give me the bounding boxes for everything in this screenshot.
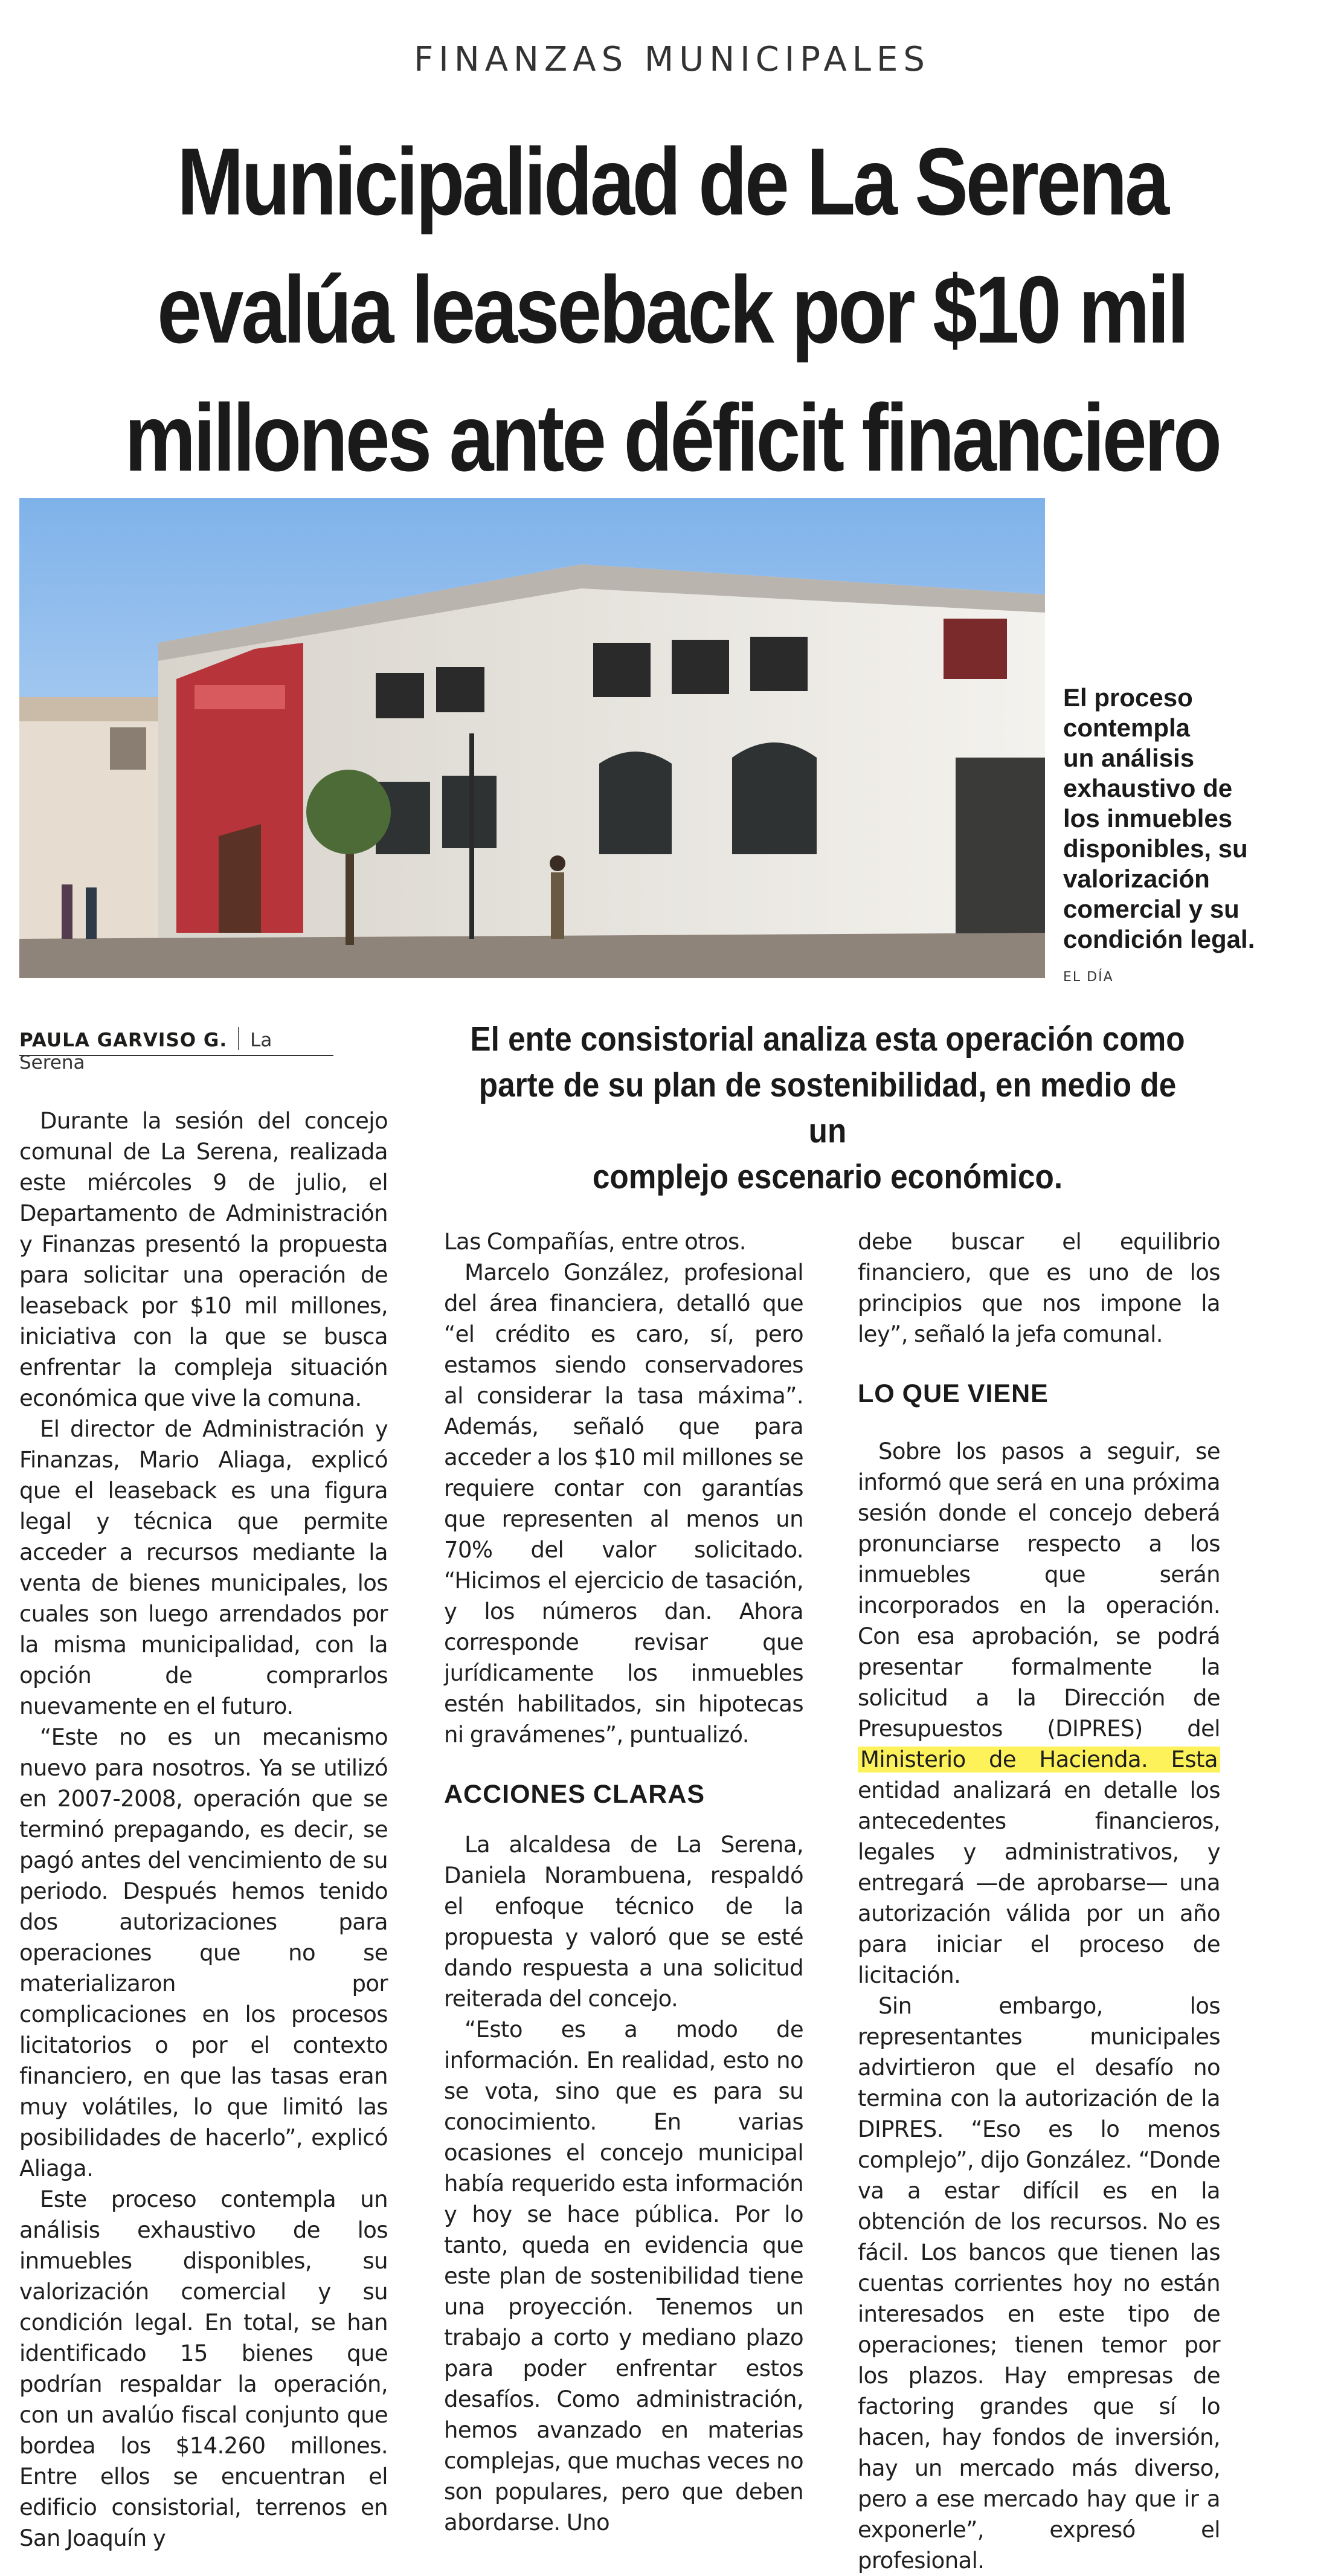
paragraph: Las Compañías, entre otros. xyxy=(444,1229,746,1255)
paragraph: “Esto es a modo de información. En realidad, esto no se vota, sino que es para su conocimiento. En varias ocasiones el concejo municipal había requerido esta información y hoy se hace pública. Por lo tanto, queda en evidencia que este plan de sostenibilidad tiene una proyección. Tenemos un trabajo a corto y mediano plazo para poder enfrentar estos desafíos. Como administración, hemos avanzado en materias complejas, que muchas veces no son populares, pero que deben abordarse. Uno xyxy=(444,2017,803,2536)
photo-credit: EL DÍA xyxy=(1063,970,1114,985)
lede-line: parte de su plan de sostenibilidad, en medio de un xyxy=(478,1066,1177,1150)
paragraph: Este proceso contempla un análisis exhaustivo de los inmuebles disponibles, su valorización comercial y su condición legal. En total, se han identificado 15 bienes que podrían respaldar la operación, con un avalúo fiscal conjunto que bordea los $14.260 millones. Entre ellos se encuentran el edificio consistorial, terrenos en San Joaquín y xyxy=(19,2186,388,2551)
section-label: FINANZAS MUNICIPALES xyxy=(414,40,930,79)
byline-location: La Serena xyxy=(19,1029,272,1074)
byline xyxy=(19,1027,333,1074)
lede-line: El ente consistorial analiza esta operación como xyxy=(470,1020,1185,1058)
lede xyxy=(458,1016,1197,1200)
caption-line: exhaustivo de xyxy=(1063,774,1233,802)
paragraph: Marcelo González, profesional del área financiera, detalló que “el crédito es caro, sí, pero estamos siendo conservadores al considerar la tasa máxima”. Además, señaló que para acceder a los $10 mil millones se requiere contar con garantías que representen al menos un 70% del valor solicitado. “Hicimos el ejercicio de tasación, y los números dan. Ahora corresponde revisar que jurídicamente los inmuebles estén habilitados, sin hipotecas ni gravámenes”, puntualizó. xyxy=(444,1260,803,1748)
byline-author: PAULA GARVISO G. xyxy=(19,1029,228,1051)
headline xyxy=(123,118,1221,502)
subheading-lo-que-viene: LO QUE VIENE xyxy=(858,1379,1049,1408)
headline-line-2: evalúa leaseback por $10 mil xyxy=(157,257,1187,363)
subheading-acciones-claras: ACCIONES CLARAS xyxy=(444,1780,706,1809)
paragraph: debe buscar el equilibrio financiero, que es uno de los principios que nos impone la ley”, señaló la jefa comunal. xyxy=(858,1229,1220,1347)
caption-line: un análisis xyxy=(1063,744,1195,772)
article-photo xyxy=(19,498,1045,978)
paragraph xyxy=(858,1436,1220,1991)
paragraph: El director de Administración y Finanzas, Mario Aliaga, explicó que el leaseback es una figura legal y técnica que permite acceder a recursos mediante la venta de bienes municipales, los cuales son luego arrendados por la misma municipalidad, con la opción de comprarlos nuevamente en el futuro. xyxy=(19,1416,388,1719)
headline-line-3: millones ante déficit financiero xyxy=(124,385,1220,491)
caption-line: condición legal. xyxy=(1063,925,1255,953)
paragraph: Sin embargo, los representantes municipales advirtieron que el desafío no termina con la autorización de la DIPRES. “Eso es lo menos complejo”, dijo González. “Donde va a estar difícil es en la obtención de los recursos. No es fácil. Los bancos que tienen las cuentas corrientes hoy no están interesados en este tipo de operaciones; tienen temor por los plazos. Hay empresas de factoring grandes que sí lo hacen, hay fondos de inversión, hay un mercado más diverso, pero a ese mercado hay que ir a exponerle”, expresó el profesional. xyxy=(858,1993,1220,2574)
paragraph: Durante la sesión del concejo comunal de La Serena, realizada este miércoles 9 de julio, el Departamento de Administración y Finanzas presentó la propuesta para solicitar una operación de leaseback por $10 mil millones, iniciativa con la que se busca enfrentar la compleja situación económica que vive la comuna. xyxy=(19,1108,388,1411)
lede-line: complejo escenario económico. xyxy=(592,1158,1063,1196)
paragraph: “Este no es un mecanismo nuevo para nosotros. Ya se utilizó en 2007-2008, operación que se terminó prepagando, es decir, se pagó antes del vencimiento de su periodo. Después hemos tenido dos autorizaciones para operaciones que no se materializaron por complicaciones en los procesos licitatorios o por el contexto financiero, en que las tasas eran muy volátiles, lo que limitó las posibilidades de hacerlo”, explicó Aliaga. xyxy=(19,1724,388,2182)
caption-line: contempla xyxy=(1063,713,1191,742)
article-column-1 xyxy=(19,1106,388,2554)
caption-line: valorización xyxy=(1063,865,1210,893)
article-column-3 xyxy=(858,1226,1220,2576)
paragraph-text: entidad analizará en detalle los antecedentes financieros, legales y administrativos, y entregará —de aprobarse— una autorización válida por un año para iniciar el proceso de licitación. xyxy=(858,1777,1220,1988)
caption-line: El proceso xyxy=(1063,683,1193,712)
photo-caption xyxy=(1063,683,1329,955)
caption-line: comercial y su xyxy=(1063,895,1240,923)
caption-line: los inmuebles xyxy=(1063,804,1233,832)
byline-divider xyxy=(238,1027,239,1050)
caption-line: disponibles, su xyxy=(1063,834,1248,863)
highlighted-text: Ministerio de Hacienda. Esta xyxy=(858,1747,1220,1773)
town-hall-building-image xyxy=(19,498,1045,978)
article-column-2 xyxy=(444,1226,803,2538)
paragraph-text: Sobre los pasos a seguir, se informó que será en una próxima sesión donde el concejo deberá pronunciarse respecto a los inmuebles que serán incorporados en la operación. Con esa aprobación, se podrá presentar formalmente la solicitud a la Dirección de Presupuestos (DIPRES) del xyxy=(858,1438,1220,1742)
headline-line-1: Municipalidad de La Serena xyxy=(177,129,1167,235)
paragraph: La alcaldesa de La Serena, Daniela Norambuena, respaldó el enfoque técnico de la propuesta y valoró que se esté dando respuesta a una solicitud reiterada del concejo. xyxy=(444,1832,803,2012)
